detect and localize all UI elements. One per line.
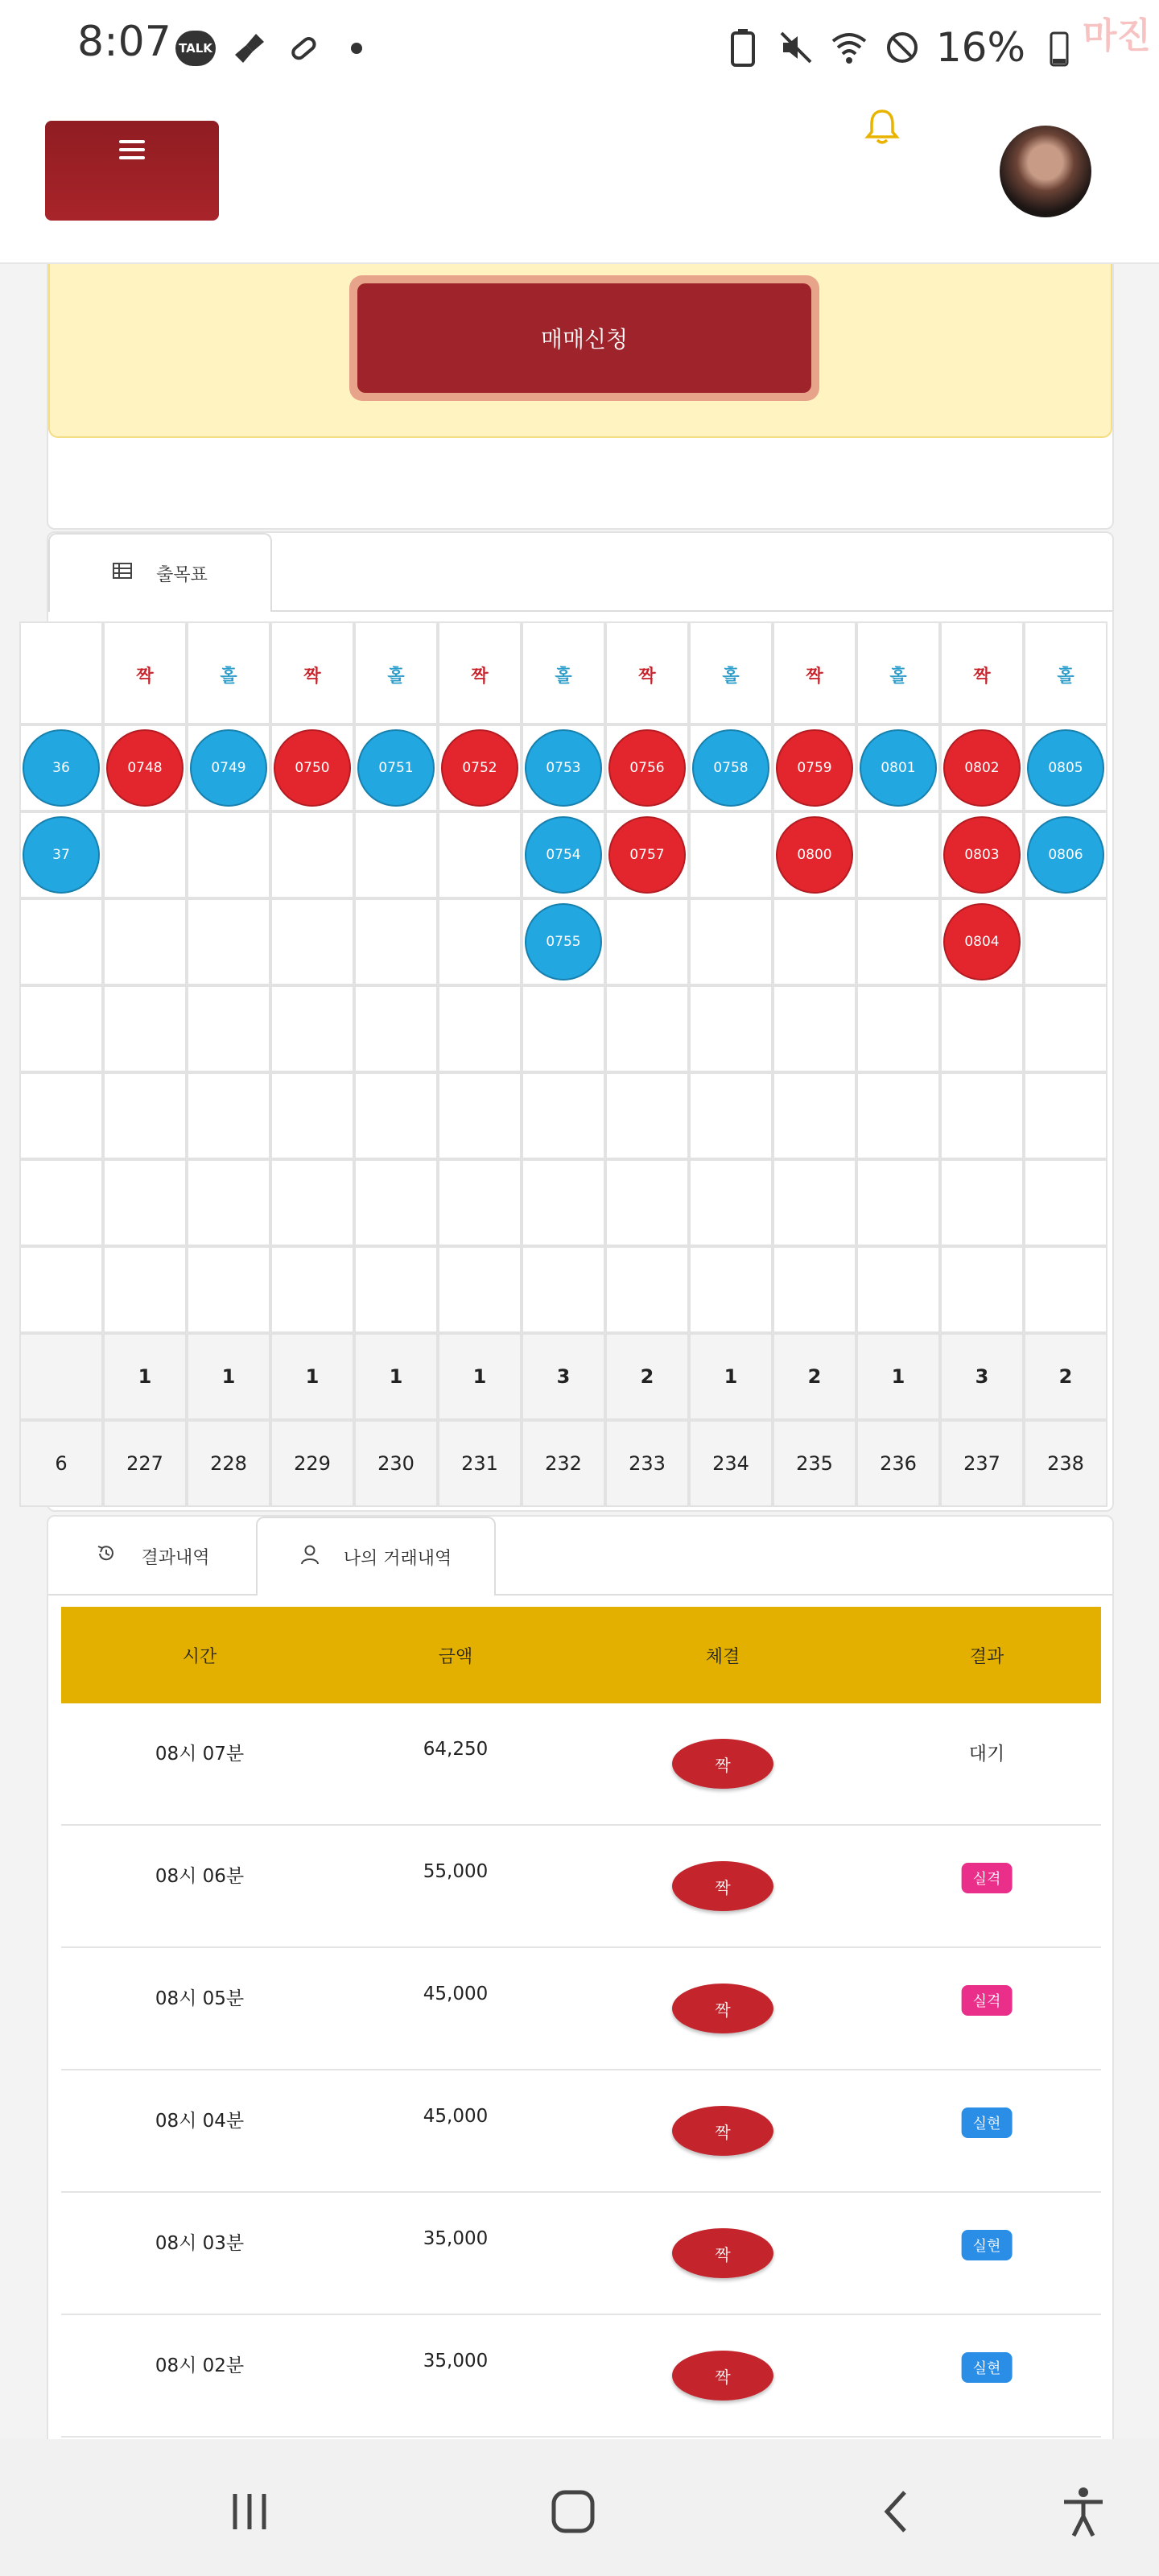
grid-cell bbox=[354, 811, 438, 898]
result-ball: 0751 bbox=[357, 729, 435, 807]
grid-header-label: 짝 bbox=[471, 666, 489, 687]
table-row bbox=[61, 1703, 1101, 1826]
grid-column bbox=[940, 621, 1024, 1504]
grid-cell bbox=[187, 1246, 270, 1333]
menu-button[interactable] bbox=[45, 121, 219, 221]
grid-column-header bbox=[605, 621, 689, 724]
grid-cell bbox=[689, 985, 773, 1072]
grid-cell bbox=[103, 1246, 187, 1333]
result-ball: 0804 bbox=[943, 903, 1021, 980]
cell-amount bbox=[338, 1703, 573, 1826]
streak-count: 2 bbox=[807, 1365, 822, 1388]
grid-header-label: 짝 bbox=[136, 666, 154, 687]
recent-apps-icon[interactable] bbox=[217, 2479, 282, 2544]
trade-amount: 35,000 bbox=[423, 2228, 489, 2249]
grid-cell bbox=[354, 1072, 438, 1159]
cell-amount bbox=[338, 2193, 573, 2315]
round-index: 238 bbox=[1047, 1452, 1084, 1475]
result-ball: 0805 bbox=[1027, 729, 1104, 807]
round-index: 6 bbox=[55, 1452, 68, 1475]
tab-chart-table[interactable] bbox=[48, 533, 272, 612]
result-badge: 실격 bbox=[962, 1863, 1013, 1893]
grid-column bbox=[605, 621, 689, 1504]
chart-panel bbox=[47, 531, 1114, 1512]
grid-cell bbox=[270, 985, 354, 1072]
cell-result bbox=[872, 1703, 1101, 1826]
grid-cell bbox=[438, 898, 522, 985]
trade-amount: 55,000 bbox=[423, 1861, 489, 1882]
grid-cell bbox=[856, 1159, 940, 1246]
grid-column bbox=[354, 621, 438, 1504]
result-badge: 실현 bbox=[962, 2352, 1013, 2383]
trade-time: 08시 03분 bbox=[155, 2233, 245, 2254]
grid-header-label: 홀 bbox=[220, 666, 237, 687]
result-ball: 0759 bbox=[776, 729, 853, 807]
grid-column bbox=[187, 621, 270, 1504]
grid-cell bbox=[354, 1159, 438, 1246]
grid-column-header bbox=[354, 621, 438, 724]
grid-cell bbox=[773, 985, 856, 1072]
trade-panel bbox=[47, 264, 1114, 530]
grid-column-header bbox=[773, 621, 856, 724]
result-ball: 0748 bbox=[106, 729, 184, 807]
tab-my-trades[interactable] bbox=[256, 1517, 496, 1596]
result-badge: 실현 bbox=[962, 2107, 1013, 2138]
grid-cell bbox=[689, 1246, 773, 1333]
trade-time: 08시 07분 bbox=[155, 1744, 245, 1765]
watermark-logo: 마진 bbox=[1082, 15, 1151, 56]
result-ball: 0801 bbox=[860, 729, 937, 807]
grid-cell bbox=[773, 898, 856, 985]
grid-column bbox=[270, 621, 354, 1504]
pick-badge: 짝 bbox=[672, 1739, 773, 1789]
result-badge: 실현 bbox=[962, 2230, 1013, 2260]
grid-column bbox=[103, 621, 187, 1504]
status-bar bbox=[0, 0, 1159, 97]
grid-header-label: 짝 bbox=[303, 666, 321, 687]
grid-cell bbox=[438, 1072, 522, 1159]
round-index: 233 bbox=[629, 1452, 666, 1475]
grid-column bbox=[1024, 621, 1107, 1504]
grid-cell bbox=[689, 898, 773, 985]
grid-cell bbox=[187, 1072, 270, 1159]
grid-cell bbox=[773, 1072, 856, 1159]
round-index: 234 bbox=[712, 1452, 749, 1475]
wifi-icon bbox=[830, 28, 868, 67]
grid-cell bbox=[438, 1159, 522, 1246]
cell-fill bbox=[573, 2193, 872, 2315]
result-ball: 0755 bbox=[525, 903, 602, 980]
grid-cell bbox=[103, 1159, 187, 1246]
trade-request-button[interactable]: 매매신청 bbox=[357, 283, 811, 393]
grid-cell bbox=[270, 1246, 354, 1333]
grid-cell bbox=[19, 1072, 103, 1159]
streak-count: 1 bbox=[221, 1365, 236, 1388]
trade-request-button-wrap bbox=[349, 275, 819, 401]
cell-time bbox=[61, 1948, 338, 2070]
grid-cell bbox=[856, 1072, 940, 1159]
grid-cell bbox=[940, 1072, 1024, 1159]
grid-cell bbox=[856, 811, 940, 898]
streak-count: 2 bbox=[640, 1365, 654, 1388]
grid-cell bbox=[689, 1072, 773, 1159]
grid-cell bbox=[438, 985, 522, 1072]
grid-header-label: 홀 bbox=[555, 666, 572, 687]
grid-cell bbox=[354, 1246, 438, 1333]
grid-cell bbox=[605, 985, 689, 1072]
cell-time bbox=[61, 2193, 338, 2315]
table-row bbox=[61, 2193, 1101, 2315]
grid-cell bbox=[773, 1246, 856, 1333]
grid-cell bbox=[1024, 1246, 1107, 1333]
grid-cell bbox=[605, 1159, 689, 1246]
grid-cell bbox=[187, 1159, 270, 1246]
cell-amount bbox=[338, 2070, 573, 2193]
avatar[interactable] bbox=[1000, 126, 1091, 217]
grid-column-header bbox=[19, 621, 103, 724]
column-header-fill: 체결 bbox=[705, 1646, 740, 1667]
round-index: 237 bbox=[963, 1452, 1000, 1475]
cell-time bbox=[61, 2315, 338, 2438]
status-system-icons bbox=[724, 24, 1079, 71]
grid-cell bbox=[1024, 1159, 1107, 1246]
streak-count: 1 bbox=[305, 1365, 320, 1388]
grid-column bbox=[522, 621, 605, 1504]
result-ball: 36 bbox=[23, 729, 100, 807]
mute-icon bbox=[777, 28, 815, 67]
cell-amount bbox=[338, 2315, 573, 2438]
grid-cell bbox=[1024, 985, 1107, 1072]
cell-result bbox=[872, 2315, 1101, 2438]
grid-cell bbox=[1024, 898, 1107, 985]
cell-time bbox=[61, 1703, 338, 1826]
trade-time: 08시 06분 bbox=[155, 1866, 245, 1887]
cell-fill bbox=[573, 1826, 872, 1948]
grid-column-header bbox=[103, 621, 187, 724]
back-icon[interactable] bbox=[864, 2479, 929, 2544]
table-row bbox=[61, 1948, 1101, 2070]
streak-count bbox=[19, 1333, 103, 1420]
grid-cell bbox=[270, 898, 354, 985]
trade-amount: 35,000 bbox=[423, 2351, 489, 2372]
bell-icon[interactable] bbox=[864, 108, 900, 147]
grid-cell bbox=[103, 1072, 187, 1159]
trade-time: 08시 02분 bbox=[155, 2355, 245, 2376]
result-ball: 0750 bbox=[274, 729, 351, 807]
round-index: 228 bbox=[210, 1452, 247, 1475]
grid-cell bbox=[940, 985, 1024, 1072]
table-row bbox=[61, 2070, 1101, 2193]
round-index: 236 bbox=[880, 1452, 917, 1475]
battery-icon bbox=[1040, 28, 1079, 67]
streak-count: 1 bbox=[138, 1365, 152, 1388]
history-icon bbox=[96, 1543, 117, 1569]
grid-cell bbox=[103, 985, 187, 1072]
grid-cell bbox=[522, 1159, 605, 1246]
column-header-amount: 금액 bbox=[438, 1646, 473, 1667]
result-ball: 0800 bbox=[776, 816, 853, 894]
broom-icon bbox=[230, 29, 269, 68]
status-notification-icons bbox=[175, 29, 362, 68]
trade-request-box bbox=[48, 264, 1112, 438]
tab-label: 출목표 bbox=[156, 564, 208, 585]
accessibility-icon[interactable] bbox=[1051, 2479, 1116, 2544]
grid-cell bbox=[605, 1072, 689, 1159]
result-ball: 0802 bbox=[943, 729, 1021, 807]
streak-count: 1 bbox=[472, 1365, 487, 1388]
cell-time bbox=[61, 1826, 338, 1948]
tab-label: 결과내역 bbox=[141, 1547, 210, 1568]
grid-cell bbox=[354, 985, 438, 1072]
round-index: 229 bbox=[294, 1452, 331, 1475]
streak-count: 3 bbox=[975, 1365, 989, 1388]
grid-column-header bbox=[689, 621, 773, 724]
round-index: 230 bbox=[377, 1452, 415, 1475]
result-ball: 0757 bbox=[608, 816, 686, 894]
round-index: 227 bbox=[126, 1452, 163, 1475]
grid-column-header bbox=[438, 621, 522, 724]
grid-cell bbox=[689, 1159, 773, 1246]
grid-cell bbox=[438, 1246, 522, 1333]
home-icon[interactable] bbox=[541, 2479, 605, 2544]
pick-badge: 짝 bbox=[672, 1861, 773, 1911]
streak-count: 1 bbox=[724, 1365, 738, 1388]
streak-count: 2 bbox=[1058, 1365, 1073, 1388]
result-ball: 0752 bbox=[441, 729, 518, 807]
grid-cell bbox=[19, 1159, 103, 1246]
cell-time bbox=[61, 2070, 338, 2193]
grid-cell bbox=[522, 1246, 605, 1333]
system-navigation-bar bbox=[0, 2439, 1159, 2576]
status-time: 8:07 bbox=[77, 18, 171, 66]
grid-cell bbox=[773, 1159, 856, 1246]
battery-saver-icon bbox=[724, 28, 762, 67]
round-index: 235 bbox=[796, 1452, 833, 1475]
grid-header-label: 홀 bbox=[387, 666, 405, 687]
trade-amount: 45,000 bbox=[423, 2106, 489, 2127]
do-not-disturb-icon bbox=[883, 28, 922, 67]
grid-cell bbox=[689, 811, 773, 898]
grid-cell bbox=[19, 898, 103, 985]
grid-header-label: 짝 bbox=[638, 666, 656, 687]
grid-column-header bbox=[187, 621, 270, 724]
grid-column bbox=[856, 621, 940, 1504]
result-grid bbox=[52, 621, 1101, 1504]
grid-cell bbox=[103, 811, 187, 898]
cell-result bbox=[872, 1948, 1101, 2070]
cell-result bbox=[872, 2070, 1101, 2193]
grid-cell bbox=[19, 1246, 103, 1333]
column-header-time: 시간 bbox=[182, 1646, 217, 1667]
grid-column-header bbox=[856, 621, 940, 724]
grid-column bbox=[438, 621, 522, 1504]
column-header-result: 결과 bbox=[969, 1646, 1004, 1667]
cell-fill bbox=[573, 2315, 872, 2438]
cell-result bbox=[872, 2193, 1101, 2315]
battery-percentage: 16% bbox=[935, 24, 1025, 71]
grid-header-label bbox=[21, 623, 101, 726]
grid-column bbox=[773, 621, 856, 1504]
grid-header-label: 짝 bbox=[806, 666, 823, 687]
grid-cell bbox=[940, 1246, 1024, 1333]
grid-header-label: 짝 bbox=[973, 666, 991, 687]
grid-cell bbox=[605, 1246, 689, 1333]
trade-time: 08시 05분 bbox=[155, 1988, 245, 2009]
grid-header-label: 홀 bbox=[1057, 666, 1074, 687]
trade-amount: 64,250 bbox=[423, 1739, 489, 1760]
result-ball: 0803 bbox=[943, 816, 1021, 894]
table-icon bbox=[113, 563, 132, 584]
more-notifications-dot bbox=[351, 43, 362, 54]
grid-cell bbox=[270, 1159, 354, 1246]
grid-cell bbox=[103, 898, 187, 985]
result-ball: 0749 bbox=[190, 729, 267, 807]
grid-column bbox=[19, 621, 103, 1504]
grid-header-label: 홀 bbox=[722, 666, 740, 687]
grid-column-header bbox=[522, 621, 605, 724]
result-ball: 0756 bbox=[608, 729, 686, 807]
grid-cell bbox=[187, 811, 270, 898]
grid-column-header bbox=[940, 621, 1024, 724]
grid-cell bbox=[605, 898, 689, 985]
grid-cell bbox=[187, 898, 270, 985]
user-icon bbox=[300, 1544, 320, 1570]
app-header bbox=[0, 97, 1159, 264]
kakaotalk-icon: TALK bbox=[175, 31, 216, 66]
streak-count: 1 bbox=[891, 1365, 905, 1388]
grid-cell bbox=[522, 985, 605, 1072]
cell-amount bbox=[338, 1948, 573, 2070]
pick-badge: 짝 bbox=[672, 2106, 773, 2156]
cell-fill bbox=[573, 2070, 872, 2193]
pill-icon bbox=[283, 29, 322, 68]
hamburger-icon bbox=[119, 140, 145, 221]
cell-amount bbox=[338, 1826, 573, 1948]
grid-cell bbox=[187, 985, 270, 1072]
tab-results-history[interactable] bbox=[48, 1517, 258, 1596]
grid-column-header bbox=[1024, 621, 1107, 724]
table-row bbox=[61, 1826, 1101, 1948]
grid-cell bbox=[354, 898, 438, 985]
history-panel bbox=[47, 1515, 1114, 2576]
pick-badge: 짝 bbox=[672, 2351, 773, 2401]
cell-fill bbox=[573, 1703, 872, 1826]
result-ball: 0806 bbox=[1027, 816, 1104, 894]
grid-cell bbox=[856, 1246, 940, 1333]
result-ball: 0758 bbox=[692, 729, 769, 807]
grid-header-label: 홀 bbox=[889, 666, 907, 687]
grid-cell bbox=[438, 811, 522, 898]
grid-cell bbox=[270, 811, 354, 898]
grid-column bbox=[689, 621, 773, 1504]
trade-time: 08시 04분 bbox=[155, 2111, 245, 2132]
cell-fill bbox=[573, 1948, 872, 2070]
pick-badge: 짝 bbox=[672, 2228, 773, 2278]
result-text: 대기 bbox=[968, 1744, 1005, 1765]
streak-count: 1 bbox=[389, 1365, 403, 1388]
table-row bbox=[61, 2315, 1101, 2438]
result-ball: 0753 bbox=[525, 729, 602, 807]
grid-column-header bbox=[270, 621, 354, 724]
tab-label: 나의 거래내역 bbox=[343, 1548, 452, 1569]
grid-cell bbox=[522, 1072, 605, 1159]
grid-cell bbox=[19, 985, 103, 1072]
grid-cell bbox=[940, 1159, 1024, 1246]
pick-badge: 짝 bbox=[672, 1984, 773, 2033]
trades-table-header bbox=[61, 1607, 1101, 1703]
result-ball: 0754 bbox=[525, 816, 602, 894]
grid-cell bbox=[270, 1072, 354, 1159]
round-index: 231 bbox=[461, 1452, 498, 1475]
grid-cell bbox=[856, 985, 940, 1072]
grid-cell bbox=[856, 898, 940, 985]
grid-cell bbox=[1024, 1072, 1107, 1159]
streak-count: 3 bbox=[556, 1365, 571, 1388]
result-ball: 37 bbox=[23, 816, 100, 894]
trade-amount: 45,000 bbox=[423, 1984, 489, 2004]
cell-result bbox=[872, 1826, 1101, 1948]
round-index: 232 bbox=[545, 1452, 582, 1475]
result-badge: 실격 bbox=[962, 1985, 1013, 2016]
